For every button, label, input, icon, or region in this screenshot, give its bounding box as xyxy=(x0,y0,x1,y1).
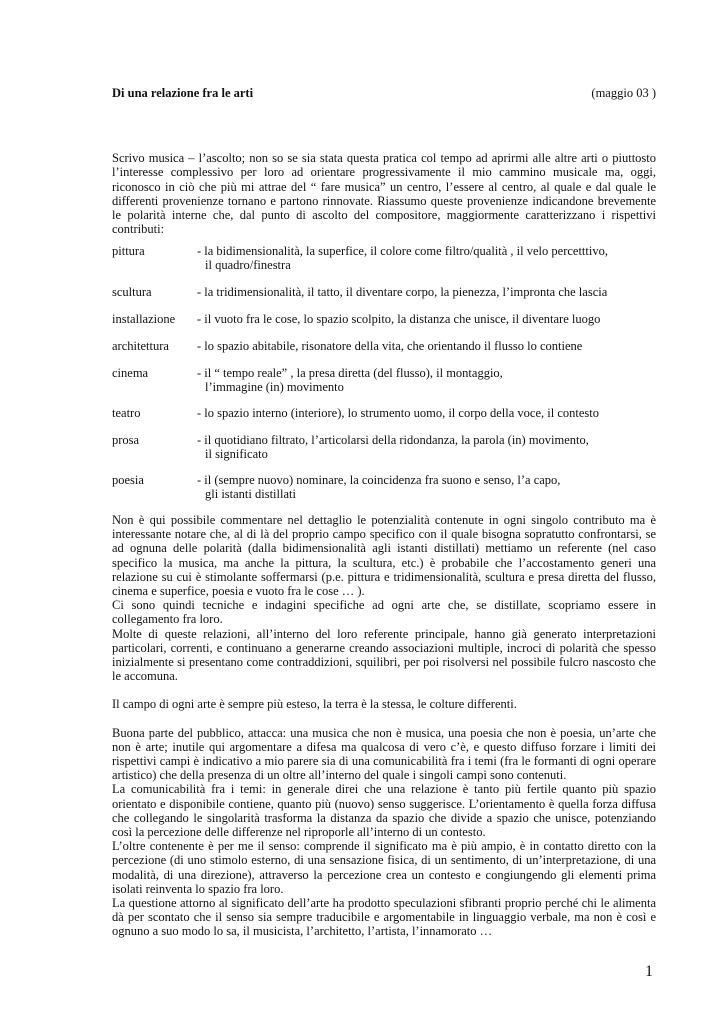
art-description xyxy=(197,474,672,501)
art-description xyxy=(197,245,672,272)
body-text xyxy=(112,513,656,939)
art-name: installazione xyxy=(112,312,176,326)
art-description-line: gli istanti distillati xyxy=(205,486,296,501)
art-description-line: il significato xyxy=(205,446,268,461)
document-date: (maggio 03 ) xyxy=(591,86,656,100)
body-paragraph: Il campo di ogni arte è sempre più esteso, la terra è la stessa, le colture differenti. xyxy=(112,697,517,712)
body-paragraph: Buona parte del pubblico, attacca: una musica che non è musica, una poesia che non è poesia, un’arte che non è arte; inutile qui argomentare a difesa ma qualcosa di vero c’è, e questo diffuso forzare i limiti dei rispettivi campi è indicativo a mio parere sia di una comunicabilità fra i temi (fra le formanti di ogni operare artistico) che della presenza di un oltre all’interno del quale i singoli campi sono contenuti. xyxy=(112,725,656,783)
art-name: poesia xyxy=(112,473,144,487)
art-description-line: - il “ tempo reale” , la presa diretta (del flusso), il montaggio, xyxy=(197,366,503,380)
art-name: architettura xyxy=(112,339,169,353)
art-name: pittura xyxy=(112,244,145,258)
art-description xyxy=(197,313,672,327)
page-number: 1 xyxy=(645,963,653,980)
art-name: cinema xyxy=(112,366,149,380)
art-description-line: - lo spazio abitabile, risonatore della vita, che orientando il flusso lo contiene xyxy=(197,339,583,353)
art-name: scultura xyxy=(112,285,152,299)
body-paragraph: La comunicabilità fra i temi: in generale direi che una relazione è tanto più fertile quanto più spazio orientato e disponibile contiene, quanto più (nuovo) senso suggerisce. L’orientamento è quella forza diffusa che collegando le singolarità trasforma la distanza da spazio che divide a spazio che unisce, potenziando così la percezione delle differenze nel riproporle all’interno di un contesto. xyxy=(112,782,656,840)
art-description-line: l’immagine (in) movimento xyxy=(205,379,344,394)
art-description-line: - lo spazio interno (interiore), lo strumento uomo, il corpo della voce, il contesto xyxy=(197,406,599,420)
body-paragraph: La questione attorno al significato dell’arte ha prodotto speculazioni sfibranti proprio perché chi le alimenta dà per scontato che il senso sia sempre traducibile e argomentabile in linguaggio verbale, ma non è così e ognuno a suo modo lo sa, il musicista, l’architetto, l’artista, l’innamorato … xyxy=(112,896,656,939)
art-description-line: - la bidimensionalità, la superfice, il colore come filtro/qualità , il velo percetttivo, xyxy=(197,244,608,258)
document-title: Di una relazione fra le arti xyxy=(112,86,254,100)
intro-paragraph: Scrivo musica – l’ascolto; non so se sia stata questa pratica col tempo ad aprirmi alle altre arti o piuttosto l’interesse complessivo per loro ad orientare progressivamente il mio cammino musicale ma, oggi, riconosco in ciò che più mi attrae del “ fare musica” un centro, l’essere al centro, al quale e dal quale le differenti provenienze tornano e partono rinnovate. Riassumo queste provenienze indicandone brevemente le polarità interne che, dal punto di ascolto del compositore, maggiormente caratterizzano i rispettivi contributi: xyxy=(112,151,656,237)
document-header xyxy=(112,86,656,101)
art-name: teatro xyxy=(112,406,141,420)
art-description-line: - il (sempre nuovo) nominare, la coincidenza fra suono e senso, l’a capo, xyxy=(197,473,561,487)
art-description xyxy=(197,286,672,300)
art-description-line: il quadro/finestra xyxy=(205,257,291,272)
art-description-line: - il quotidiano filtrato, l’articolarsi della ridondanza, la parola (in) movimento, xyxy=(197,433,589,447)
body-paragraph: L’oltre contenente è per me il senso: comprende il significato ma è più ampio, è in contatto diretto con la percezione (di uno stimolo esterno, di una sensazione fisica, di un sentimento, di un’interpretazione, di una modalità, di una direzione), attraverso la percezione crea un contesto e congiungendo gli elementi prima isolati reinventa lo spazio fra loro. xyxy=(112,839,656,896)
art-description-line: - il vuoto fra le cose, lo spazio scolpito, la distanza che unisce, il diventare luogo xyxy=(197,312,601,326)
art-description-line: - la tridimensionalità, il tatto, il diventare corpo, la pienezza, l’impronta che lascia xyxy=(197,285,608,299)
art-description xyxy=(197,367,672,394)
art-description xyxy=(197,407,672,421)
body-paragraph: Ci sono quindi tecniche e indagini specifiche ad ogni arte che, se distillate, scopriamo essere in collegamento fra loro. xyxy=(112,598,656,627)
art-description xyxy=(197,434,672,461)
art-description xyxy=(197,340,672,354)
body-paragraph: Molte di queste relazioni, all’interno del loro referente principale, hanno già generato interpretazioni particolari, correnti, e continuano a generarne creando associazioni multiple, incroci di polarità che spesso inizialmente si presentano come contraddizioni, squilibri, per poi risolversi nel possibile fulcro nascosto che le accomuna. xyxy=(112,626,656,684)
art-name: prosa xyxy=(112,433,140,447)
body-paragraph: Non è qui possibile commentare nel dettaglio le potenzialità contenute in ogni singolo contributo ma è interessante notare che, al di là del proprio campo specifico con il quale bisogna sopratutto confrontarsi, se ad ognuna delle polarità (dalla bidimensionalità agli istanti distillati) mettiamo un referente (nel caso specifico la musica, ma anche la pittura, la scultura, etc.) è probabile che l’accostamento generi una relazione su cui è stimolante soffermarsi (p.e. pittura e tridimensionalità, scultura e presa diretta del flusso, cinema e superfice, poesia e vuoto fra le cose … ). xyxy=(112,513,656,599)
